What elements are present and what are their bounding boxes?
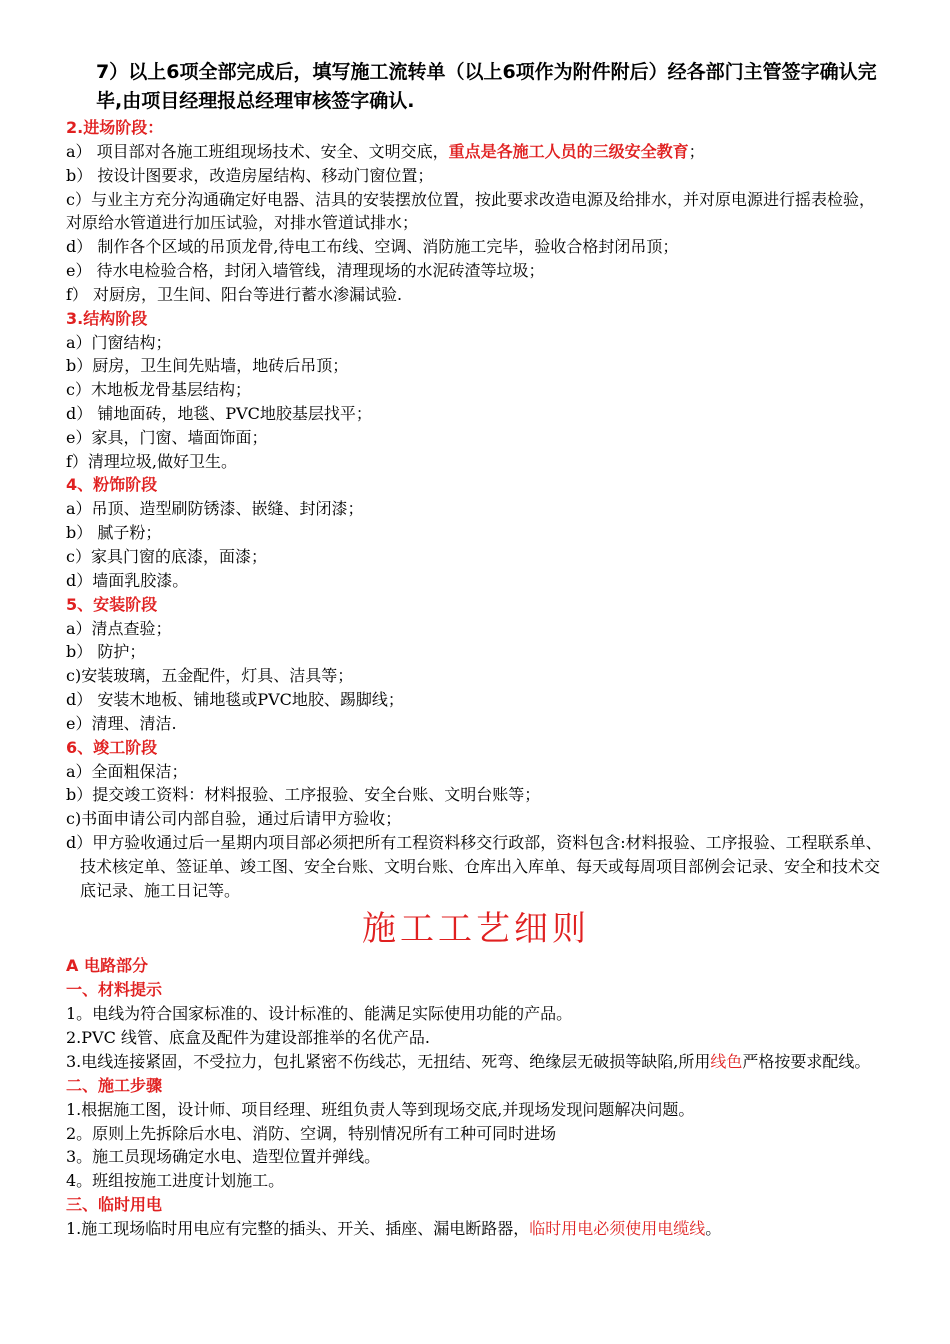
list-item: a）清点查验；	[66, 618, 172, 638]
section-completion-stage	[66, 736, 886, 903]
section-heading: 一、材料提示	[66, 980, 163, 1000]
list-item: a）吊顶、造型刷防锈漆、嵌缝、封闭漆；	[66, 499, 364, 519]
list-item: f）清理垃圾,做好卫生。	[66, 451, 238, 471]
highlight-text: 临时用电必须使用电缆线	[529, 1218, 706, 1238]
list-item: e）清理、清洁.	[66, 713, 177, 733]
list-item: 3。施工员现场确定水电、造型位置并弹线。	[66, 1147, 381, 1167]
item-text: a） 项目部对各施工班组现场技术、安全、文明交底，	[66, 142, 449, 161]
section-heading: 4、粉饰阶段	[66, 475, 158, 495]
list-item: d）墙面乳胶漆。	[66, 570, 189, 590]
list-item	[66, 140, 886, 164]
highlight-text: 重点是各施工人员的三级安全教育	[448, 142, 689, 161]
list-item: b）厨房，卫生间先贴墙，地砖后吊顶；	[66, 356, 349, 376]
list-item: 2.PVC 线管、底盒及配件为建设部推举的名优产品.	[66, 1028, 431, 1048]
intro-paragraph: 7）以上6项全部完成后，填写施工流转单（以上6项作为附件附后）经各部门主管签字确认完毕,由项目经理报总经理审核签字确认.	[96, 61, 877, 112]
section-install-stage	[66, 593, 886, 736]
section-entry-stage	[66, 116, 886, 307]
section-finishing-stage	[66, 473, 886, 592]
list-item: e）家具，门窗、墙面饰面；	[66, 427, 268, 447]
page-title: 施工工艺细则	[362, 909, 590, 950]
section-heading: 三、临时用电	[66, 1194, 163, 1214]
item-text: 严格按要求配线。	[742, 1051, 871, 1071]
section-structure-stage	[66, 307, 886, 474]
section-heading: 6、竣工阶段	[66, 737, 158, 757]
list-item	[66, 1217, 886, 1241]
list-item: f） 对厨房，卫生间、阳台等进行蓄水渗漏试验.	[66, 284, 403, 304]
item-text: ；	[688, 142, 705, 161]
section-heading: 2.进场阶段：	[66, 118, 164, 137]
list-item: 1.根据施工图，设计师、项目经理、班组负责人等到现场交底,并现场发现问题解决问题。	[66, 1099, 695, 1119]
list-item: b）提交竣工资料：材料报验、工序报验、安全台账、文明台账等；	[66, 785, 541, 805]
list-item	[66, 1050, 886, 1074]
list-item: d） 安装木地板、铺地毯或PVC地胶、踢脚线；	[66, 689, 404, 709]
section-heading: 二、施工步骤	[66, 1075, 163, 1095]
part-heading: A 电路部分	[66, 956, 148, 976]
list-item: b） 按设计图要求，改造房屋结构、移动门窗位置；	[66, 165, 434, 185]
list-item: d） 铺地面砖，地毯、PVC地胶基层找平；	[66, 403, 372, 423]
item-text: 。	[705, 1218, 722, 1238]
list-item: b） 防护；	[66, 642, 146, 662]
item-text: 1.施工现场临时用电应有完整的插头、开关、插座、漏电断路器，	[66, 1218, 530, 1238]
list-item: c）木地板龙骨基层结构；	[66, 380, 251, 400]
list-item: 1。电线为符合国家标准的、设计标准的、能满足实际使用功能的产品。	[66, 1004, 573, 1024]
list-item: c）与业主方充分沟通确定好电器、洁具的安装摆放位置，按此要求改造电源及给排水，并对原电源进行摇表检验，对原给水管道进行加压试验，对排水管道试排水；	[66, 189, 875, 233]
list-item: b） 腻子粉；	[66, 523, 162, 543]
section-electrical	[66, 954, 886, 1240]
document-page	[66, 58, 886, 1241]
section-heading: 5、安装阶段	[66, 594, 158, 614]
list-item: 2。原则上先拆除后水电、消防、空调，特别情况所有工种可同时进场	[66, 1123, 557, 1143]
list-item: c)书面申请公司内部自验，通过后请甲方验收；	[66, 809, 402, 829]
list-item: a）门窗结构；	[66, 332, 172, 352]
item-text: 3.电线连接紧固，不受拉力，包扎紧密不伤线芯，无扭结、死弯、绝缘层无破损等缺陷,所用	[66, 1051, 711, 1071]
list-item: c)安装玻璃，五金配件，灯具、洁具等；	[66, 666, 354, 686]
highlight-text: 线色	[710, 1051, 743, 1071]
list-item: e） 待水电检验合格，封闭入墙管线，清理现场的水泥砖渣等垃圾；	[66, 260, 545, 280]
list-item: 4。班组按施工进度计划施工。	[66, 1171, 285, 1191]
list-item: a）全面粗保洁；	[66, 761, 188, 781]
list-item: c）家具门窗的底漆，面漆；	[66, 546, 267, 566]
section-heading: 3.结构阶段	[66, 308, 148, 328]
list-item: d） 制作各个区域的吊顶龙骨,待电工布线、空调、消防施工完毕，验收合格封闭吊顶；	[66, 237, 679, 257]
list-item: d）甲方验收通过后一星期内项目部必须把所有工程资料移交行政部，资料包含:材料报验、工序报验、工程联系单、技术核定单、签证单、竣工图、安全台账、文明台账、仓库出入库单、每天或每周项目部例会记录、安全和技术交底记录、施工日记等。	[66, 832, 882, 900]
